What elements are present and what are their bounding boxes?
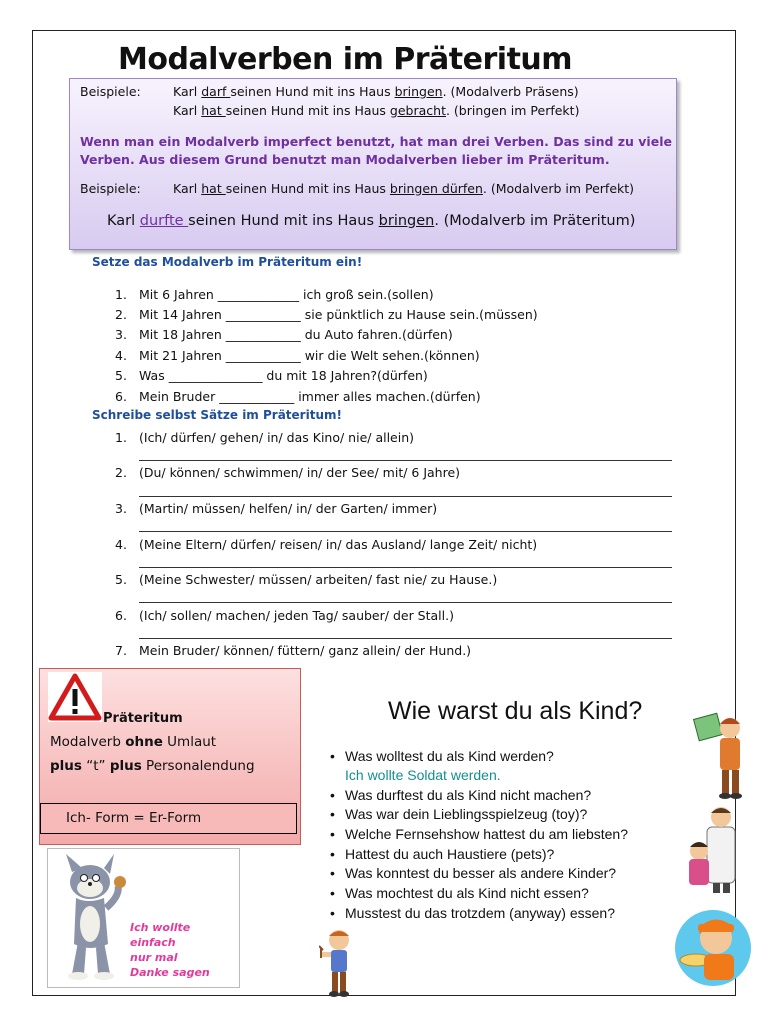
exercise-1-item: 6. Mein Bruder ____________ immer alles machen.(dürfen) xyxy=(115,389,481,404)
exercise-2-item: 6. (Ich/ sollen/ machen/ jeden Tag/ sauber/ der Stall.) xyxy=(115,608,454,623)
answer-line[interactable] xyxy=(139,460,672,461)
cat-illustration xyxy=(52,852,132,989)
question-item: • Was durftest du als Kind nicht machen? xyxy=(330,787,592,803)
exercise-1-item: 3. Mit 18 Jahren ____________ du Auto fahren.(dürfen) xyxy=(115,327,453,342)
example-label-2: Beispiele: xyxy=(80,181,141,196)
form-equation: Ich- Form = Er-Form xyxy=(40,803,297,834)
rule-line-1: Modalverb ohne Umlaut xyxy=(50,734,217,750)
question-item: • Was war dein Lieblingsspielzeug (toy)? xyxy=(330,806,588,822)
exercise-2-item: 5. (Meine Schwester/ müssen/ arbeiten/ fast nie/ zu Hause.) xyxy=(115,572,498,587)
question-item: • Welche Fernsehshow hattest du am liebsten? xyxy=(330,826,629,842)
rule-line-2: plus “t” plus Personalendung xyxy=(50,758,255,774)
answer-line[interactable] xyxy=(139,602,672,603)
caption-line: einfach xyxy=(130,936,176,949)
exercise-2-item: 4. (Meine Eltern/ dürfen/ reisen/ in/ das Ausland/ lange Zeit/ nicht) xyxy=(115,537,538,552)
example-answer: Ich wollte Soldat werden. xyxy=(345,767,501,783)
answer-line[interactable] xyxy=(139,531,672,532)
example-label-1: Beispiele: xyxy=(80,84,141,99)
answer-line[interactable] xyxy=(139,638,672,639)
exercise-2-heading: Schreibe selbst Sätze im Präteritum! xyxy=(92,408,342,422)
boy-with-slingshot-clipart xyxy=(319,928,357,1003)
explanation-line-1: Wenn man ein Modalverb imperfect benutzt, hat man drei Verben. Das sind zu viele xyxy=(80,134,672,149)
example-line-1: Karl darf seinen Hund mit ins Haus bringen. (Modalverb Präsens) xyxy=(173,84,579,99)
rule-heading: Präteritum xyxy=(103,711,183,726)
question-item: • Was wolltest du als Kind werden? xyxy=(330,748,554,764)
exercise-2-item: 2. (Du/ können/ schwimmen/ in/ der See/ mit/ 6 Jahre) xyxy=(115,465,461,480)
exercise-2-item: 3. (Martin/ müssen/ helfen/ in/ der Garten/ immer) xyxy=(115,501,438,516)
example-line-4: Karl durfte seinen Hund mit ins Haus bringen. (Modalverb im Präteritum) xyxy=(107,213,636,229)
exercise-1-heading: Setze das Modalverb im Präteritum ein! xyxy=(92,255,363,269)
example-line-2: Karl hat seinen Hund mit ins Haus gebracht. (bringen im Perfekt) xyxy=(173,103,580,118)
question-item: • Was mochtest du als Kind nicht essen? xyxy=(330,885,589,901)
child-with-box-clipart xyxy=(692,710,752,807)
example-line-3: Karl hat seinen Hund mit ins Haus bringen dürfen. (Modalverb im Perfekt) xyxy=(173,181,635,196)
question-item: • Hattest du auch Haustiere (pets)? xyxy=(330,846,555,862)
question-item: • Was konntest du besser als andere Kinder? xyxy=(330,865,617,881)
tom-caption xyxy=(130,920,210,980)
explanation-line-2: Verben. Aus diesem Grund benutzt man Modalverben lieber im Präteritum. xyxy=(80,152,610,167)
exercise-1-item: 5. Was _______________ du mit 18 Jahren?(dürfen) xyxy=(115,368,428,383)
childhood-title: Wie warst du als Kind? xyxy=(388,697,643,725)
page-title: Modalverben im Präteritum xyxy=(118,42,573,77)
answer-line[interactable] xyxy=(139,567,672,568)
answer-line[interactable] xyxy=(139,496,672,497)
doctor-clipart xyxy=(683,803,743,900)
question-item: • Musstest du das trotzdem (anyway) essen? xyxy=(330,905,616,921)
warning-icon xyxy=(48,672,102,722)
exercise-1-item: 1. Mit 6 Jahren _____________ ich groß sein.(sollen) xyxy=(115,287,434,302)
caption-line: Danke sagen xyxy=(130,966,210,979)
exercise-2-item: 1. (Ich/ dürfen/ gehen/ in/ das Kino/ nie/ allein) xyxy=(115,430,415,445)
caption-line: Ich wollte xyxy=(130,921,191,934)
exercise-1-item: 4. Mit 21 Jahren ____________ wir die Welt sehen.(können) xyxy=(115,348,480,363)
caption-line: nur mal xyxy=(130,951,178,964)
exercise-1-item: 2. Mit 14 Jahren ____________ sie pünktlich zu Hause sein.(müssen) xyxy=(115,307,538,322)
child-eating-clipart xyxy=(672,908,754,993)
exercise-2-item: 7. Mein Bruder/ können/ füttern/ ganz allein/ der Hund.) xyxy=(115,643,472,658)
